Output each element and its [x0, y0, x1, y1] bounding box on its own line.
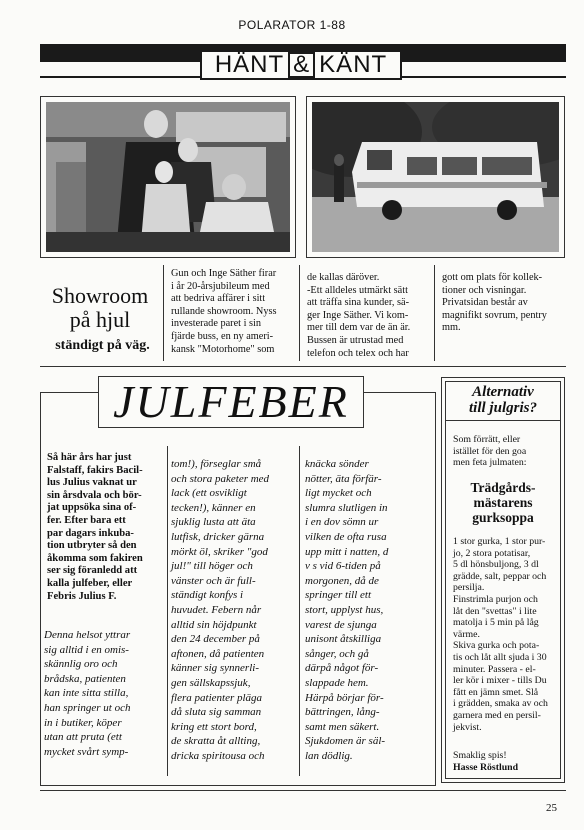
recipe-signoff [453, 750, 563, 773]
text-line: ständigt konfys i [171, 589, 244, 602]
text-line: Denna helsot yttrar [44, 629, 131, 641]
text-line: 5 dl hönsbuljong, 3 dl [453, 559, 539, 571]
text-line: kan inte sitta stilla, [44, 687, 129, 700]
recipe-sidebar [441, 377, 565, 783]
text-line: vänster och är full- [171, 574, 256, 587]
text-line: jul!" till höger och [171, 560, 253, 573]
text-line: lack (ett osvikligt [171, 487, 247, 500]
showroom-subheadline: ständigt på väg. [55, 338, 150, 353]
showroom-headline-line2: på hjul [69, 307, 131, 332]
showroom-column-2 [307, 272, 435, 360]
text-line: ser sig föranledd att [47, 565, 138, 577]
text-line: i en dov sömn ur [305, 516, 379, 529]
text-line: Härpå börjar för- [305, 691, 384, 704]
section-title-kant: KÄNT [319, 51, 388, 78]
text-line: matolja i 5 min på låg [453, 617, 539, 629]
text-line: mörkt öl, skriker "god [171, 545, 268, 558]
text-line: huvudet. Febern når [171, 603, 262, 616]
text-line: sjuklig lusta att äta [171, 516, 256, 529]
text-line: minuter. Passera - el- [453, 663, 536, 675]
showroom-column-3 [442, 272, 566, 335]
text-line: garnera med en persil- [453, 709, 541, 721]
section-divider [40, 366, 566, 367]
column-divider [299, 446, 300, 776]
text-line: samt men säkert. [305, 720, 380, 733]
sidebar-title-line1: Alternativ [472, 384, 534, 400]
text-line: kalla julfeber, eller [47, 577, 133, 589]
photo-motorhome [312, 102, 559, 252]
julfeber-intro [47, 452, 165, 603]
text-line: Privatsidan består av [442, 297, 528, 309]
text-line: kansk "Motorhome" som [171, 343, 275, 355]
text-line: tioner och visningar. [442, 284, 527, 296]
text-line: 1 stor gurka, 1 stor pur- [453, 536, 546, 547]
text-line: Sjukdomen är säl- [305, 735, 386, 748]
text-line: tion utbryter så den [47, 540, 137, 552]
text-line: knäcka sönder [305, 458, 369, 470]
julfeber-column-1 [44, 628, 168, 759]
text-line: kring ett stort bord, [171, 720, 257, 733]
page-number: 25 [546, 802, 557, 814]
text-line: de kallas däröver. [307, 272, 380, 283]
text-line: nötter, äta förfär- [305, 472, 382, 485]
text-line: lan dödlig. [305, 749, 353, 762]
text-line: upp mitt i natten, d [305, 545, 389, 558]
showroom-headline [40, 284, 160, 332]
text-line: att bedriva affärer i sitt [171, 293, 266, 305]
text-line: mm. [442, 322, 461, 334]
text-line: sin årsdvala och bör- [47, 489, 142, 501]
footer-rule [40, 790, 566, 791]
text-line: de skratta åt allting, [171, 735, 261, 748]
text-line: in i butiker, köper [44, 716, 122, 729]
column-divider [299, 265, 300, 361]
text-line: grädde, salt, peppar och [453, 570, 547, 582]
text-line: då sluta sig samman [171, 706, 262, 719]
text-line: tecken!), känner en [171, 501, 256, 514]
text-line: därpå något för- [305, 662, 379, 675]
text-line: investerade paret i sin [171, 318, 262, 330]
photo-frame-couple [40, 96, 296, 258]
text-line: par dagars inkuba- [47, 527, 134, 539]
text-line: ger Inge Säther. Vi kom- [307, 309, 409, 321]
text-line: flera patienter pläga [171, 691, 263, 704]
text-line: Falstaff, fakirs Bacil- [47, 464, 143, 476]
text-line: vilken de ofta rusa [305, 530, 387, 543]
text-line: gen sällskapssjuk, [171, 676, 251, 689]
magazine-header: POLARATOR 1-88 [238, 18, 346, 32]
text-line: i år 20-årsjubileum med [171, 280, 270, 292]
sidebar-title [446, 384, 560, 416]
text-line: ligt mycket och [305, 487, 372, 500]
text-line: morgonen, då de [305, 574, 379, 587]
text-line: gott om plats för kollek- [442, 272, 543, 283]
section-title-amp: & [288, 52, 315, 78]
photo-couple-in-showroom [46, 102, 290, 252]
text-line: jat uppsöka sina of- [47, 502, 137, 514]
text-line: Som förrätt, eller [453, 434, 521, 445]
text-line: alltid sin höjdpunkt [171, 618, 257, 631]
text-line: Trädgårds- [470, 480, 536, 495]
photo-couple-image [46, 102, 290, 252]
text-line: gurksoppa [472, 510, 534, 525]
text-line: stort, upplyst hus, [305, 603, 384, 616]
text-line: skännlig oro och [44, 658, 118, 671]
text-line: åkomma som fakiren [47, 552, 143, 564]
text-line: tom!), förseglar små [171, 458, 262, 470]
text-line: dricka spiritousa och [171, 749, 265, 762]
julfeber-column-3 [305, 457, 433, 763]
recipe-author: Hasse Röstlund [453, 761, 519, 773]
text-line: Bussen är utrustad med [307, 334, 404, 346]
sidebar-intro [453, 434, 561, 469]
text-line: ler kör i mixer - tills Du [453, 675, 547, 687]
sidebar-title-line2: till julgris? [469, 400, 537, 416]
text-line: mästarens [473, 495, 533, 510]
text-line: lutfisk, dricker gärna [171, 530, 265, 543]
sidebar-rule [446, 420, 560, 421]
text-line: jekvist. [453, 721, 482, 733]
text-line: springer till ett [305, 589, 371, 602]
text-line: Skiva gurka och pota- [453, 640, 540, 652]
text-line: att träffa sina kunder, sä- [307, 297, 410, 309]
text-line: -Ett alldeles utmärkt sätt [307, 284, 408, 296]
text-line: utan att pruta (ett [44, 731, 122, 744]
text-line: brådska, patienten [44, 672, 126, 685]
section-title-hant: HÄNT [214, 51, 285, 78]
text-line: jo, 2 stora potatisar, [453, 547, 531, 559]
text-line: mer till dem var de än är. [307, 322, 411, 334]
text-line: tis och låt allt sjuda i 30 [453, 651, 547, 663]
text-line: värme. [453, 628, 480, 640]
text-line: varest de sjunga [305, 618, 377, 631]
section-title [200, 50, 402, 80]
text-line: Gun och Inge Säther firar [171, 268, 277, 279]
text-line: den 24 december på [171, 633, 260, 646]
signoff-text: Smaklig spis! [453, 750, 507, 761]
recipe-title [446, 480, 560, 525]
text-line: magnifikt sovrum, pentry [442, 309, 547, 321]
text-line: aftonen, då patienten [171, 647, 265, 660]
recipe-ingredients [453, 536, 563, 594]
text-line: mycket svårt symp- [44, 745, 129, 758]
column-divider [167, 446, 168, 776]
text-line: och stora paketer med [171, 472, 270, 485]
text-line: i grädden, smaka av och [453, 698, 548, 710]
text-line: fjärde buss, en ny ameri- [171, 330, 274, 342]
text-line: persilja. [453, 582, 485, 594]
text-line: Febris Julius F. [47, 590, 117, 602]
text-line: sig alltid i en omis- [44, 643, 129, 656]
text-line: slappade hem. [305, 676, 369, 689]
text-line: bättringen, lång- [305, 706, 380, 719]
text-line: Finstrimla purjon och [453, 594, 538, 605]
text-line: v s vid 6-tiden på [305, 560, 381, 573]
text-line: fer. Efter bara ett [47, 514, 126, 526]
julfeber-column-2 [171, 457, 297, 763]
text-line: rullande showroom. Nyss [171, 305, 277, 317]
text-line: sånger, och gå [305, 647, 369, 660]
recipe-method [453, 594, 563, 733]
text-line: Så här års har just [47, 452, 132, 463]
showroom-headline-line1: Showroom [51, 283, 149, 308]
column-divider [163, 265, 164, 361]
text-line: fått en jämn smet. Slå [453, 686, 539, 698]
text-line: men feta julmaten: [453, 457, 527, 469]
text-line: låt den "svettas" i lite [453, 605, 537, 617]
photo-motorhome-image [312, 102, 559, 252]
text-line: telefon och telex och har [307, 347, 409, 359]
text-line: unisont åtskilliga [305, 633, 382, 646]
photo-frame-motorhome [306, 96, 565, 258]
text-line: han springer ut och [44, 701, 131, 714]
recipe-sidebar-inner [445, 381, 561, 779]
showroom-column-1 [171, 268, 297, 356]
text-line: lus Julius vaknat ur [47, 477, 137, 489]
julfeber-title: JULFEBER [98, 376, 364, 428]
text-line: känner sig synnerli- [171, 662, 259, 675]
text-line: slumra slutligen in [305, 501, 388, 514]
text-line: istället för den goa [453, 445, 527, 457]
